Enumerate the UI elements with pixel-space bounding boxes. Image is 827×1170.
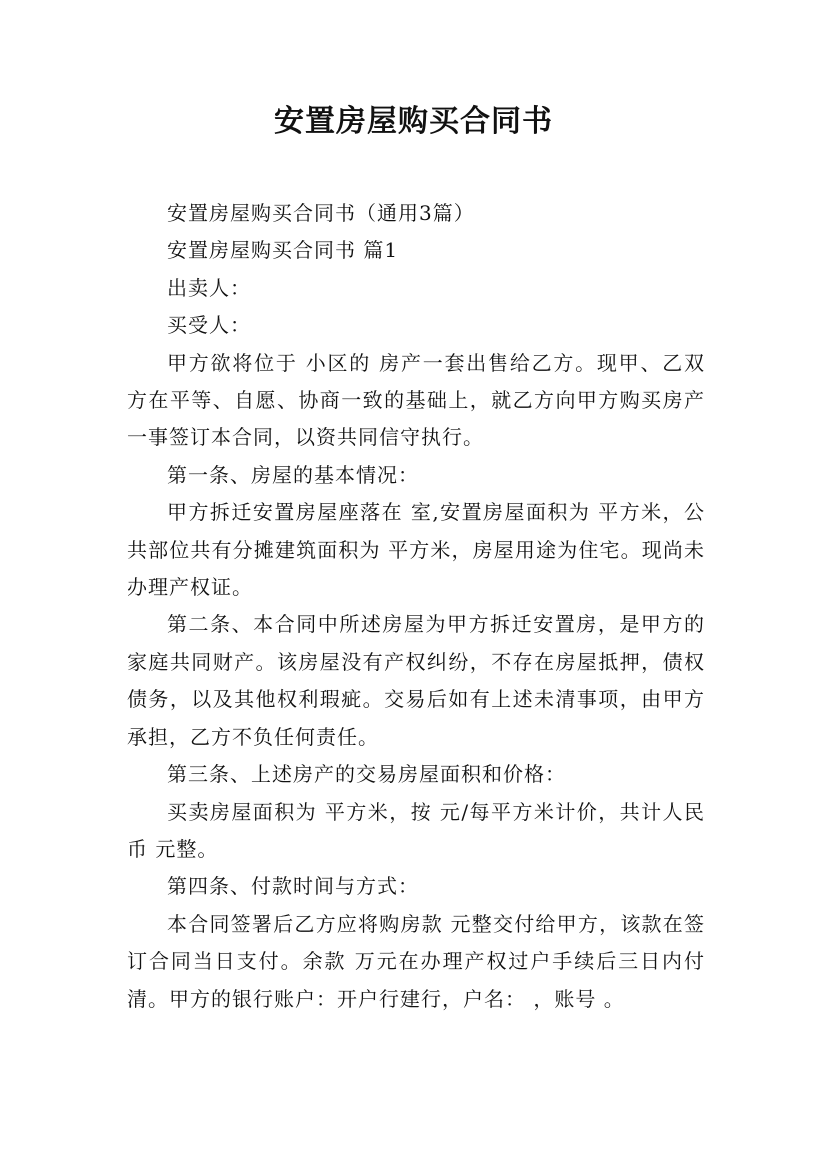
paragraph-buyer: 买受人： <box>167 313 251 338</box>
paragraph-preamble: 甲方欲将位于 小区的 房产一套出售给乙方。现甲、乙双方在平等、自愿、协商一致的基础上，就乙方向甲方购买房产一事签订本合同，以资共同信守执行。 <box>127 350 705 450</box>
document-title: 安置房屋购买合同书 <box>274 104 553 139</box>
paragraph-article-1-heading: 第一条、房屋的基本情况： <box>167 462 419 487</box>
paragraph-article-4-body: 本合同签署后乙方应将购房款 元整交付给甲方，该款在签订合同当日支付。余款 万元在办理产权过户手续后三日内付清。甲方的银行账户：开户行建行，户名： ，账号 。 <box>127 911 705 1011</box>
paragraph-article-3-heading: 第三条、上述房产的交易房屋面积和价格： <box>167 762 566 787</box>
paragraph-seller: 出卖人： <box>167 275 251 300</box>
paragraph-article-2: 第二条、本合同中所述房屋为甲方拆迁安置房，是甲方的家庭共同财产。该房屋没有产权纠纷，不存在房屋抵押，债权债务，以及其他权利瑕疵。交易后如有上述未清事项，由甲方承担，乙方不负任何责任。 <box>127 612 705 749</box>
paragraph-doc-subtitle: 安置房屋购买合同书（通用3篇） <box>167 201 475 225</box>
document-body <box>127 195 705 1018</box>
paragraph-article-3-body: 买卖房屋面积为 平方米，按 元/每平方米计价，共计人民币 元整。 <box>127 799 705 861</box>
paragraph-section-heading: 安置房屋购买合同书 篇1 <box>167 238 399 263</box>
paragraph-article-1-body: 甲方拆迁安置房屋座落在 室,安置房屋面积为 平方米，公共部位共有分摊建筑面积为 平方米，房屋用途为住宅。现尚未办理产权证。 <box>127 500 705 600</box>
paragraph-article-4-heading: 第四条、付款时间与方式： <box>167 874 419 899</box>
